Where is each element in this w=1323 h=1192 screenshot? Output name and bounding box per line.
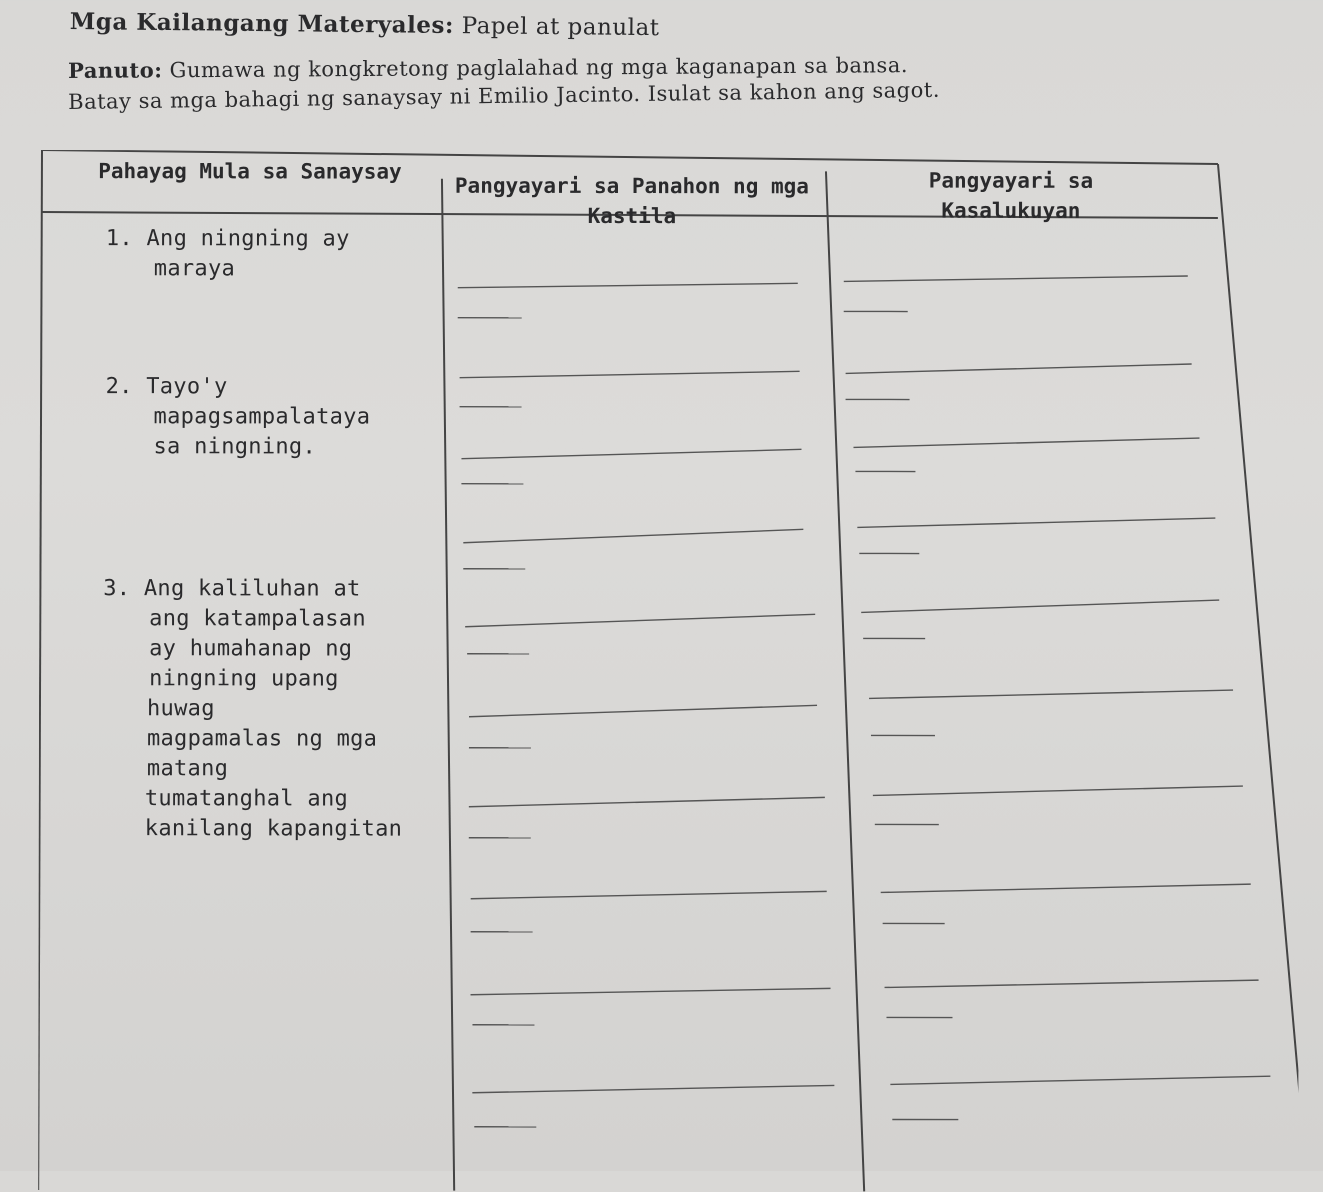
answer-lines-right: [842, 275, 1271, 1120]
materials-value: Papel at panulat: [462, 13, 660, 41]
answer-line: [853, 437, 1199, 448]
column-divider-2: [824, 171, 866, 1191]
statement-line: ay humahanap ng: [103, 634, 402, 665]
instruction-line-2: Batay sa mga bahagi ng sanaysay ni Emilio Jacinto. Isulat sa kahon ang sagot.: [68, 78, 940, 114]
answer-line: [463, 529, 803, 544]
table-left-border: [38, 150, 42, 1190]
materials-label: Mga Kailangang Materyales:: [70, 8, 454, 39]
answer-line: [873, 785, 1243, 796]
statement-line: ang katampalasan: [103, 604, 402, 635]
statement-line: matang: [103, 754, 402, 785]
statement-line: tumatanghal ang: [103, 784, 402, 815]
statement-line: sa ningning.: [105, 432, 370, 462]
answer-line: [881, 883, 1251, 893]
statement-row-1: [106, 224, 350, 284]
answer-line: [472, 1085, 834, 1094]
column-header-statement: Pahayag Mula sa Sanaysay: [80, 156, 420, 187]
answer-line: [458, 283, 798, 289]
answer-line: [465, 614, 815, 628]
answer-line: [471, 988, 831, 996]
statement-line: magpamalas ng mga: [103, 724, 402, 755]
statement-row-2: [105, 372, 370, 462]
row-number: 1.: [106, 226, 133, 251]
answer-line: [461, 449, 801, 460]
answer-table: [38, 150, 1220, 1192]
answer-line: [869, 689, 1233, 699]
statement-line: Ang kaliluhan at: [144, 576, 361, 601]
statement-row-3: [103, 574, 403, 845]
statement-line: kanilang kapangitan: [103, 814, 402, 845]
answer-line: [885, 979, 1259, 988]
statement-line: ningning upang: [103, 664, 402, 695]
statement-line: Tayo'y: [146, 374, 227, 399]
materials-line: [70, 8, 660, 41]
instruction-line-1: [68, 52, 908, 83]
answer-line: [460, 371, 800, 379]
statement-line: maraya: [106, 254, 350, 284]
instruction-label: Panuto:: [68, 57, 163, 83]
column-header-present: Pangyayari sa Kasalukuyan: [886, 165, 1136, 225]
statement-line: mapagsampalataya: [106, 402, 371, 432]
row-number: 3.: [103, 576, 130, 601]
column-header-spanish-era: Pangyayari sa Panahon ng mga Kastila: [452, 171, 812, 232]
answer-line: [469, 705, 817, 718]
table-right-border: [1216, 164, 1300, 1192]
answer-line: [471, 891, 827, 900]
answer-lines-middle: [456, 283, 835, 1128]
answer-line: [469, 797, 825, 808]
statement-line: Ang ningning ay: [146, 226, 349, 251]
statement-line: huwag: [103, 694, 402, 725]
instruction-text-1: Gumawa ng kongkretong paglalahad ng mga kaganapan sa bansa.: [170, 53, 909, 82]
answer-line: [861, 599, 1219, 613]
answer-line: [890, 1075, 1270, 1085]
answer-line: [844, 275, 1188, 282]
column-divider-1: [440, 179, 456, 1191]
answer-line: [857, 517, 1215, 528]
row-number: 2.: [106, 374, 133, 399]
answer-line: [846, 363, 1192, 374]
